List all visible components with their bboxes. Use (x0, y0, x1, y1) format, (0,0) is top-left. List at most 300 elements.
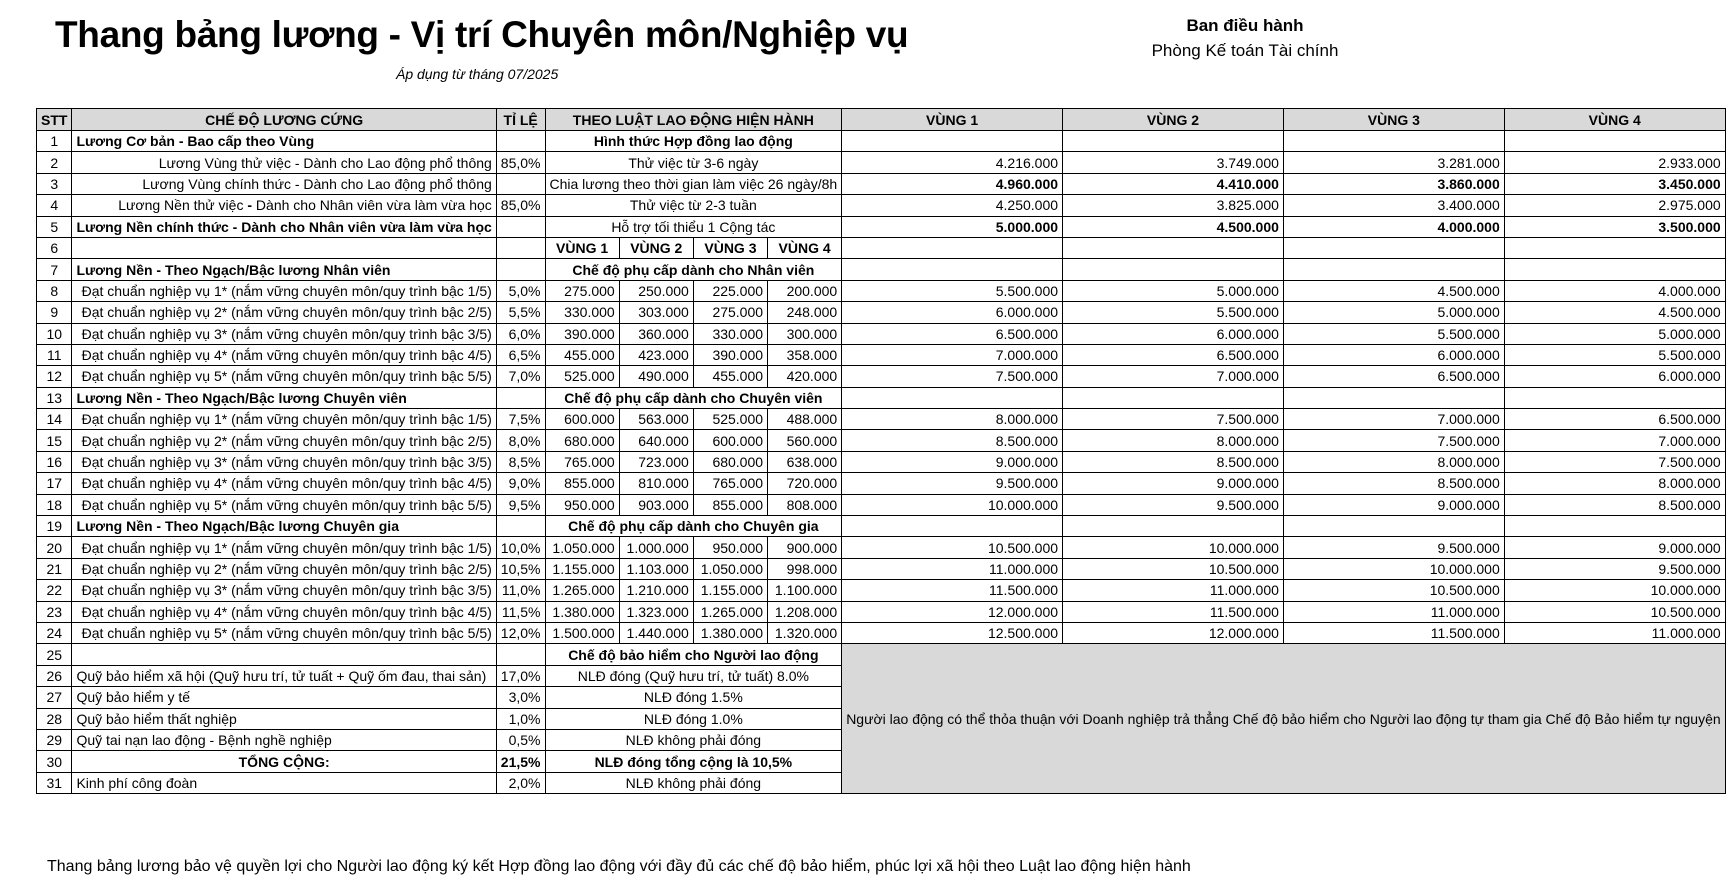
col-v2: VÙNG 2 (1063, 109, 1284, 131)
row-stt: 29 (37, 729, 72, 750)
row-rate (496, 173, 545, 194)
row-v1: 7.000.000 (842, 344, 1063, 365)
row-label: Đạt chuẩn nghiệp vụ 2* (nắm vững chuyên môn/quy trình bậc 2/5) (72, 558, 496, 579)
row-v4: 10.500.000 (1504, 601, 1725, 622)
row-stt: 1 (37, 131, 72, 152)
row-stt: 31 (37, 772, 72, 793)
row-v2: 3.825.000 (1063, 195, 1284, 216)
row-label: Đạt chuẩn nghiệp vụ 5* (nắm vững chuyên môn/quy trình bậc 5/5) (72, 366, 496, 387)
row-v3 (1283, 131, 1504, 152)
row-allowance-a3: 330.000 (693, 323, 767, 344)
row-label: Lương Cơ bản - Bao cấp theo Vùng (72, 131, 496, 152)
row-allowance-a2: 250.000 (619, 280, 693, 301)
row-rate: 12,0% (496, 622, 545, 643)
row-v2: 7.500.000 (1063, 409, 1284, 430)
row-allowance-a4: 1.100.000 (768, 580, 842, 601)
sub-header-v2: VÙNG 2 (619, 237, 693, 258)
group-allowance: Chế độ phụ cấp dành cho Nhân viên (545, 259, 842, 280)
row-law: NLĐ đóng 1.0% (545, 708, 842, 729)
row-stt: 6 (37, 237, 72, 258)
table-row (37, 473, 1726, 494)
row-allowance-a3: 765.000 (693, 473, 767, 494)
sub-header-v4: VÙNG 4 (768, 237, 842, 258)
row-v4: 7.000.000 (1504, 430, 1725, 451)
row-v1: 12.000.000 (842, 601, 1063, 622)
row-v2: 11.500.000 (1063, 601, 1284, 622)
label-part: Dành cho Nhân viên vừa làm vừa học (255, 197, 492, 214)
row-v2: 8.000.000 (1063, 430, 1284, 451)
table-row (37, 430, 1726, 451)
row-stt: 19 (37, 516, 72, 537)
row-label: Lương Vùng chính thức - Dành cho Lao động phổ thông (72, 173, 496, 194)
table-row (37, 366, 1726, 387)
row-stt: 5 (37, 216, 72, 237)
row-v2: 4.410.000 (1063, 173, 1284, 194)
row-allowance-a4: 998.000 (768, 558, 842, 579)
row-label: Đạt chuẩn nghiệp vụ 4* (nắm vững chuyên môn/quy trình bậc 4/5) (72, 473, 496, 494)
col-v3: VÙNG 3 (1283, 109, 1504, 131)
empty-cell (842, 237, 1063, 258)
row-rate: 5,0% (496, 280, 545, 301)
row-label: Đạt chuẩn nghiệp vụ 3* (nắm vững chuyên môn/quy trình bậc 3/5) (72, 580, 496, 601)
row-rate: 9,5% (496, 494, 545, 515)
row-allowance-a4: 900.000 (768, 537, 842, 558)
row-v2: 9.000.000 (1063, 473, 1284, 494)
row-v1: 11.000.000 (842, 558, 1063, 579)
empty-cell (1283, 237, 1504, 258)
row-label: Đạt chuẩn nghiệp vụ 3* (nắm vững chuyên môn/quy trình bậc 3/5) (72, 323, 496, 344)
row-law: Thử việc từ 2-3 tuần (545, 195, 842, 216)
row-v2: 10.000.000 (1063, 537, 1284, 558)
group-header-row (37, 387, 1726, 408)
insurance-note: Người lao động có thể thỏa thuận với Doanh nghiệp trả thẳng Chế độ bảo hiểm cho Người lao động tự tham gia Chế độ Bảo hiểm tự nguyện (842, 644, 1725, 794)
table-row (37, 344, 1726, 365)
row-v4: 11.000.000 (1504, 622, 1725, 643)
row-rate (496, 516, 545, 537)
row-stt: 4 (37, 195, 72, 216)
row-v4 (1504, 131, 1725, 152)
row-allowance-a1: 1.265.000 (545, 580, 619, 601)
row-v4: 4.000.000 (1504, 280, 1725, 301)
row-allowance-a1: 680.000 (545, 430, 619, 451)
org-board: Ban điều hành (1186, 16, 1304, 35)
row-allowance-a1: 390.000 (545, 323, 619, 344)
row-rate: 0,5% (496, 729, 545, 750)
row-v1: 7.500.000 (842, 366, 1063, 387)
table-row (37, 601, 1726, 622)
row-rate (496, 131, 545, 152)
row-label: Đạt chuẩn nghiệp vụ 5* (nắm vững chuyên môn/quy trình bậc 5/5) (72, 622, 496, 643)
table-row (37, 237, 1726, 258)
row-v1: 12.500.000 (842, 622, 1063, 643)
group-header-row (37, 259, 1726, 280)
empty-cell (842, 259, 1063, 280)
row-rate: 10,5% (496, 558, 545, 579)
row-allowance-a4: 200.000 (768, 280, 842, 301)
row-v3: 8.000.000 (1283, 451, 1504, 472)
row-allowance-a2: 810.000 (619, 473, 693, 494)
row-v3: 4.000.000 (1283, 216, 1504, 237)
row-v2: 8.500.000 (1063, 451, 1284, 472)
row-v4: 6.000.000 (1504, 366, 1725, 387)
row-v4: 4.500.000 (1504, 302, 1725, 323)
row-rate: 85,0% (496, 195, 545, 216)
table-row (37, 131, 1726, 152)
row-allowance-a3: 680.000 (693, 451, 767, 472)
row-v2: 9.500.000 (1063, 494, 1284, 515)
row-stt: 18 (37, 494, 72, 515)
sub-header-v3: VÙNG 3 (693, 237, 767, 258)
row-allowance-a3: 225.000 (693, 280, 767, 301)
table-row (37, 451, 1726, 472)
row-v2: 7.000.000 (1063, 366, 1284, 387)
total-label: TỔNG CỘNG: (72, 751, 496, 772)
row-v3: 6.500.000 (1283, 366, 1504, 387)
col-rate: TỈ LỆ (496, 109, 545, 131)
label-dash: - (243, 197, 256, 214)
row-v3: 9.000.000 (1283, 494, 1504, 515)
row-v1: 11.500.000 (842, 580, 1063, 601)
row-v1: 10.000.000 (842, 494, 1063, 515)
empty-cell (842, 516, 1063, 537)
table-row (37, 216, 1726, 237)
row-v1: 5.500.000 (842, 280, 1063, 301)
row-allowance-a3: 1.050.000 (693, 558, 767, 579)
row-allowance-a3: 455.000 (693, 366, 767, 387)
row-allowance-a4: 560.000 (768, 430, 842, 451)
empty-cell (1504, 237, 1725, 258)
row-rate: 10,0% (496, 537, 545, 558)
row-label: Quỹ tai nạn lao động - Bệnh nghề nghiệp (72, 729, 496, 750)
row-allowance-a4: 358.000 (768, 344, 842, 365)
row-v1: 8.000.000 (842, 409, 1063, 430)
row-stt: 27 (37, 687, 72, 708)
row-rate: 8,5% (496, 451, 545, 472)
row-v1: 4.960.000 (842, 173, 1063, 194)
insurance-title: Chế độ bảo hiểm cho Người lao động (545, 644, 842, 665)
row-v3: 7.500.000 (1283, 430, 1504, 451)
row-stt: 16 (37, 451, 72, 472)
row-allowance-a4: 638.000 (768, 451, 842, 472)
row-allowance-a2: 490.000 (619, 366, 693, 387)
row-stt: 3 (37, 173, 72, 194)
group-allowance: Chế độ phụ cấp dành cho Chuyên gia (545, 516, 842, 537)
col-v1: VÙNG 1 (842, 109, 1063, 131)
row-stt: 7 (37, 259, 72, 280)
row-v1 (842, 131, 1063, 152)
row-v2: 5.000.000 (1063, 280, 1284, 301)
row-allowance-a1: 455.000 (545, 344, 619, 365)
row-label: Lương Nền chính thức - Dành cho Nhân viên vừa làm vừa học (72, 216, 496, 237)
row-label (72, 644, 496, 665)
row-rate: 8,0% (496, 430, 545, 451)
row-v4: 6.500.000 (1504, 409, 1725, 430)
row-law: Hỗ trợ tối thiểu 1 Cộng tác (545, 216, 842, 237)
row-v3: 10.500.000 (1283, 580, 1504, 601)
row-stt: 22 (37, 580, 72, 601)
empty-cell (1063, 237, 1284, 258)
row-allowance-a2: 423.000 (619, 344, 693, 365)
row-v3: 4.500.000 (1283, 280, 1504, 301)
row-allowance-a4: 420.000 (768, 366, 842, 387)
row-v3: 7.000.000 (1283, 409, 1504, 430)
row-rate: 17,0% (496, 665, 545, 686)
row-stt: 13 (37, 387, 72, 408)
row-law: Chia lương theo thời gian làm việc 26 ngày/8h (545, 173, 842, 194)
row-v2: 11.000.000 (1063, 580, 1284, 601)
row-allowance-a1: 1.050.000 (545, 537, 619, 558)
row-stt: 28 (37, 708, 72, 729)
page-title: Thang bảng lương - Vị trí Chuyên môn/Nghiệp vụ (55, 14, 909, 55)
row-stt: 2 (37, 152, 72, 173)
empty-cell (1504, 259, 1725, 280)
row-stt: 12 (37, 366, 72, 387)
row-allowance-a2: 360.000 (619, 323, 693, 344)
row-law: Thử việc từ 3-6 ngày (545, 152, 842, 173)
row-allowance-a4: 248.000 (768, 302, 842, 323)
row-allowance-a3: 1.155.000 (693, 580, 767, 601)
row-allowance-a3: 525.000 (693, 409, 767, 430)
row-v4: 3.500.000 (1504, 216, 1725, 237)
row-rate: 7,5% (496, 409, 545, 430)
effective-date: Áp dụng từ tháng 07/2025 (396, 66, 559, 82)
row-v2: 12.000.000 (1063, 622, 1284, 643)
table-row (37, 580, 1726, 601)
row-allowance-a2: 1.323.000 (619, 601, 693, 622)
empty-cell (842, 387, 1063, 408)
row-label: Đạt chuẩn nghiệp vụ 4* (nắm vững chuyên môn/quy trình bậc 4/5) (72, 601, 496, 622)
row-stt: 14 (37, 409, 72, 430)
row-stt: 30 (37, 751, 72, 772)
row-allowance-a4: 1.320.000 (768, 622, 842, 643)
row-rate: 6,5% (496, 344, 545, 365)
row-stt: 17 (37, 473, 72, 494)
row-allowance-a3: 950.000 (693, 537, 767, 558)
row-stt: 8 (37, 280, 72, 301)
row-v4: 2.975.000 (1504, 195, 1725, 216)
table-row (37, 558, 1726, 579)
row-allowance-a2: 1.103.000 (619, 558, 693, 579)
row-allowance-a2: 903.000 (619, 494, 693, 515)
row-v3: 3.400.000 (1283, 195, 1504, 216)
row-allowance-a1: 1.155.000 (545, 558, 619, 579)
row-allowance-a4: 808.000 (768, 494, 842, 515)
row-label (72, 195, 496, 216)
empty-cell (1504, 387, 1725, 408)
empty-cell (1283, 516, 1504, 537)
row-label: Đạt chuẩn nghiệp vụ 1* (nắm vững chuyên môn/quy trình bậc 1/5) (72, 537, 496, 558)
row-law: NLĐ không phải đóng (545, 772, 842, 793)
row-stt: 25 (37, 644, 72, 665)
footer-note: Thang bảng lương bảo vệ quyền lợi cho Người lao động ký kết Hợp đồng lao động với đầy đủ các chế độ bảo hiểm, phúc lợi xã hội theo Luật lao động hiện hành (47, 858, 1191, 875)
row-allowance-a3: 1.380.000 (693, 622, 767, 643)
row-rate: 6,0% (496, 323, 545, 344)
table-row (37, 622, 1726, 643)
row-stt: 26 (37, 665, 72, 686)
row-allowance-a3: 1.265.000 (693, 601, 767, 622)
row-rate: 11,0% (496, 580, 545, 601)
col-v4: VÙNG 4 (1504, 109, 1725, 131)
group-allowance: Chế độ phụ cấp dành cho Chuyên viên (545, 387, 842, 408)
row-stt: 23 (37, 601, 72, 622)
row-law: NLĐ đóng 1.5% (545, 687, 842, 708)
group-title: Lương Nền - Theo Ngạch/Bậc lương Nhân viên (72, 259, 496, 280)
total-law: NLĐ đóng tổng cộng là 10,5% (545, 751, 842, 772)
row-v4: 9.000.000 (1504, 537, 1725, 558)
row-allowance-a1: 600.000 (545, 409, 619, 430)
row-stt: 24 (37, 622, 72, 643)
empty-cell (1283, 387, 1504, 408)
row-v2: 10.500.000 (1063, 558, 1284, 579)
total-rate: 21,5% (496, 751, 545, 772)
row-allowance-a2: 1.440.000 (619, 622, 693, 643)
row-stt: 10 (37, 323, 72, 344)
row-v1: 8.500.000 (842, 430, 1063, 451)
row-rate (496, 237, 545, 258)
row-v2 (1063, 131, 1284, 152)
row-v3: 5.500.000 (1283, 323, 1504, 344)
row-v2: 6.500.000 (1063, 344, 1284, 365)
empty-cell (1063, 387, 1284, 408)
row-v1: 5.000.000 (842, 216, 1063, 237)
row-v1: 6.000.000 (842, 302, 1063, 323)
row-label: Đạt chuẩn nghiệp vụ 5* (nắm vững chuyên môn/quy trình bậc 5/5) (72, 494, 496, 515)
row-stt: 21 (37, 558, 72, 579)
row-v1: 10.500.000 (842, 537, 1063, 558)
row-rate (496, 387, 545, 408)
row-v1: 9.000.000 (842, 451, 1063, 472)
row-label: Kinh phí công đoàn (72, 772, 496, 793)
table-row (37, 537, 1726, 558)
row-allowance-a1: 330.000 (545, 302, 619, 323)
group-title: Lương Nền - Theo Ngạch/Bậc lương Chuyên viên (72, 387, 496, 408)
row-v1: 4.216.000 (842, 152, 1063, 173)
row-v3: 11.500.000 (1283, 622, 1504, 643)
row-law: NLĐ đóng (Quỹ hưu trí, tử tuất) 8.0% (545, 665, 842, 686)
table-row (37, 323, 1726, 344)
table-row (37, 409, 1726, 430)
row-allowance-a4: 488.000 (768, 409, 842, 430)
row-stt: 20 (37, 537, 72, 558)
row-allowance-a3: 600.000 (693, 430, 767, 451)
table-row (37, 280, 1726, 301)
row-allowance-a1: 950.000 (545, 494, 619, 515)
row-v3: 6.000.000 (1283, 344, 1504, 365)
row-stt: 9 (37, 302, 72, 323)
col-law: THEO LUẬT LAO ĐỘNG HIỆN HÀNH (545, 109, 842, 131)
row-allowance-a2: 640.000 (619, 430, 693, 451)
row-allowance-a2: 303.000 (619, 302, 693, 323)
empty-cell (1063, 259, 1284, 280)
row-rate: 11,5% (496, 601, 545, 622)
row-stt: 11 (37, 344, 72, 365)
row-label: Quỹ bảo hiểm xã hội (Quỹ hưu trí, tử tuất + Quỹ ốm đau, thai sản) (72, 665, 496, 686)
row-allowance-a3: 390.000 (693, 344, 767, 365)
row-rate (496, 644, 545, 665)
row-v2: 6.000.000 (1063, 323, 1284, 344)
row-allowance-a2: 723.000 (619, 451, 693, 472)
sub-header-v1: VÙNG 1 (545, 237, 619, 258)
row-rate: 3,0% (496, 687, 545, 708)
row-law: Hình thức Hợp đồng lao động (545, 131, 842, 152)
row-v2: 5.500.000 (1063, 302, 1284, 323)
col-regime: CHẾ ĐỘ LƯƠNG CỨNG (72, 109, 496, 131)
row-allowance-a1: 855.000 (545, 473, 619, 494)
row-label: Lương Vùng thử việc - Dành cho Lao động phổ thông (72, 152, 496, 173)
row-label: Đạt chuẩn nghiệp vụ 1* (nắm vững chuyên môn/quy trình bậc 1/5) (72, 409, 496, 430)
row-allowance-a4: 300.000 (768, 323, 842, 344)
row-v4: 10.000.000 (1504, 580, 1725, 601)
row-v4: 2.933.000 (1504, 152, 1725, 173)
table-header-row (37, 109, 1726, 131)
row-v4: 9.500.000 (1504, 558, 1725, 579)
row-v4: 7.500.000 (1504, 451, 1725, 472)
group-title: Lương Nền - Theo Ngạch/Bậc lương Chuyên gia (72, 516, 496, 537)
row-v4: 3.450.000 (1504, 173, 1725, 194)
col-stt: STT (37, 109, 72, 131)
row-label: Đạt chuẩn nghiệp vụ 4* (nắm vững chuyên môn/quy trình bậc 4/5) (72, 344, 496, 365)
table-row (37, 494, 1726, 515)
salary-table (36, 108, 1726, 794)
row-v4: 8.500.000 (1504, 494, 1725, 515)
row-v3: 8.500.000 (1283, 473, 1504, 494)
row-allowance-a2: 1.000.000 (619, 537, 693, 558)
row-rate: 5,5% (496, 302, 545, 323)
group-header-row (37, 516, 1726, 537)
row-rate: 2,0% (496, 772, 545, 793)
row-label: Đạt chuẩn nghiệp vụ 2* (nắm vững chuyên môn/quy trình bậc 2/5) (72, 302, 496, 323)
row-label: Đạt chuẩn nghiệp vụ 2* (nắm vững chuyên môn/quy trình bậc 2/5) (72, 430, 496, 451)
table-row (37, 173, 1726, 194)
row-v3: 5.000.000 (1283, 302, 1504, 323)
row-v3: 9.500.000 (1283, 537, 1504, 558)
row-v4: 8.000.000 (1504, 473, 1725, 494)
row-v4: 5.000.000 (1504, 323, 1725, 344)
row-rate: 7,0% (496, 366, 545, 387)
empty-cell (1063, 516, 1284, 537)
row-rate (496, 216, 545, 237)
row-v3: 3.860.000 (1283, 173, 1504, 194)
row-v4: 5.500.000 (1504, 344, 1725, 365)
table-row (37, 302, 1726, 323)
label-part: Lương Nền thử việc (118, 197, 244, 214)
row-v1: 6.500.000 (842, 323, 1063, 344)
row-label: Quỹ bảo hiểm y tế (72, 687, 496, 708)
row-v3: 10.000.000 (1283, 558, 1504, 579)
row-rate (496, 259, 545, 280)
row-allowance-a1: 525.000 (545, 366, 619, 387)
row-v3: 11.000.000 (1283, 601, 1504, 622)
row-v1: 9.500.000 (842, 473, 1063, 494)
row-allowance-a1: 765.000 (545, 451, 619, 472)
row-stt: 15 (37, 430, 72, 451)
table-row (37, 152, 1726, 173)
row-allowance-a4: 720.000 (768, 473, 842, 494)
row-rate: 85,0% (496, 152, 545, 173)
org-department: Phòng Kế toán Tài chính (1151, 41, 1339, 60)
row-rate: 1,0% (496, 708, 545, 729)
empty-cell (1504, 516, 1725, 537)
row-label: Quỹ bảo hiểm thất nghiệp (72, 708, 496, 729)
row-label: Đạt chuẩn nghiệp vụ 3* (nắm vững chuyên môn/quy trình bậc 3/5) (72, 451, 496, 472)
table-row (37, 195, 1726, 216)
row-rate: 9,0% (496, 473, 545, 494)
row-allowance-a2: 563.000 (619, 409, 693, 430)
row-allowance-a3: 855.000 (693, 494, 767, 515)
row-allowance-a2: 1.210.000 (619, 580, 693, 601)
row-v2: 4.500.000 (1063, 216, 1284, 237)
empty-cell (1283, 259, 1504, 280)
